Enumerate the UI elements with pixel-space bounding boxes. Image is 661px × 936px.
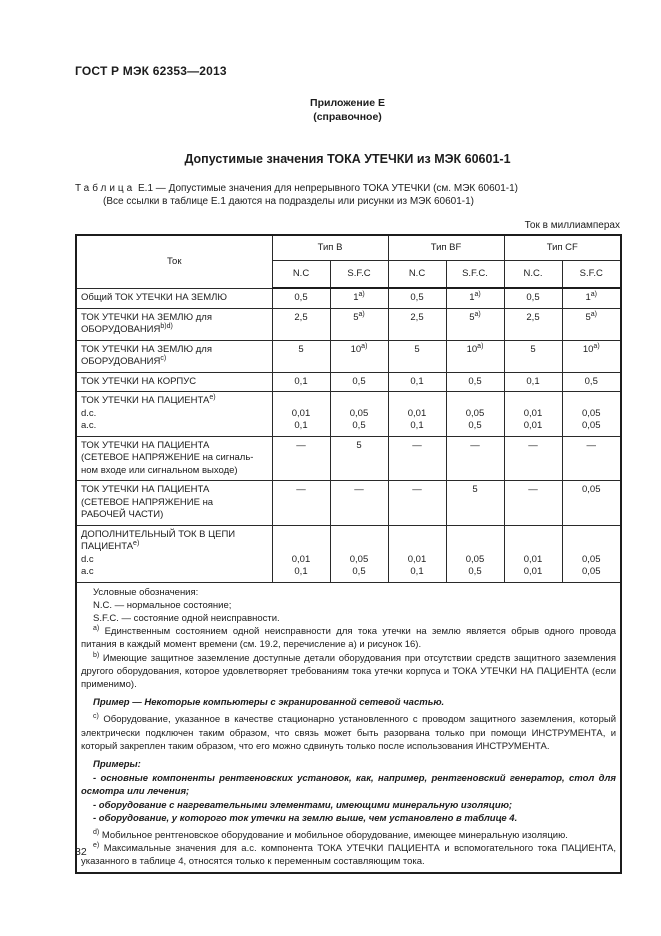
cell: 0,01 0,1 (388, 392, 446, 437)
table-row (76, 392, 621, 437)
leakage-current-table (75, 234, 622, 874)
cell: 0,1 (272, 372, 330, 392)
cell: 0,5 (388, 288, 446, 308)
cell: 0,01 0,01 (504, 392, 562, 437)
cell: — (504, 481, 562, 526)
table-caption-text: Е.1 — Допустимые значения для непрерывного ТОКА УТЕЧКИ (см. МЭК 60601-1) (138, 183, 519, 194)
column-header-type-bf: Тип BF (388, 235, 504, 261)
cell: 10$^{a)}$ (446, 340, 504, 372)
legend-item: N.C. — нормальное состояние; (93, 599, 232, 611)
cell: 2,5 (504, 308, 562, 340)
cell: 0,05 0,5 (330, 392, 388, 437)
table-row (76, 436, 621, 481)
cell: 0,1 (504, 372, 562, 392)
annex-label: Приложение Е (310, 97, 385, 109)
column-header-nc: N.C (388, 261, 446, 289)
cell: 10$^{a)}$ (562, 340, 621, 372)
cell: 0,5 (504, 288, 562, 308)
cell: 0,05 0,05 (562, 525, 621, 582)
legend-item: S.F.C. — состояние одной неисправности. (93, 612, 280, 624)
footnote-example-item: - основные компоненты рентгеновских установок, как, например, рентгеновский генератор, стол для осмотра или лечения; (81, 773, 617, 798)
table-caption-word: Таблица (75, 183, 136, 194)
table-row (76, 288, 621, 308)
cell: 1$^{a)}$ (562, 288, 621, 308)
footnote-a: $^{a)}$ Единственным состоянием одной неисправности для тока утечки на землю является обрыв одного провода питания в каждый момент времени (см. 19.2, перечисление а) и рисунок 16). (81, 624, 617, 651)
cell: — (388, 481, 446, 526)
table-row (76, 340, 621, 372)
table-row (76, 308, 621, 340)
column-header-nc: N.C (272, 261, 330, 289)
cell: 0,01 0,1 (388, 525, 446, 582)
table-header-groups (76, 235, 621, 261)
cell: 2,5 (388, 308, 446, 340)
column-header-sfc: S.F.C (562, 261, 621, 289)
row-label: ДОПОЛНИТЕЛЬНЫЙ ТОК В ЦЕПИ ПАЦИЕНТА$^{e)}$ d.c a.c (76, 525, 272, 582)
cell: 10$^{a)}$ (330, 340, 388, 372)
cell: — (330, 481, 388, 526)
cell: 5$^{a)}$ (562, 308, 621, 340)
row-label: ТОК УТЕЧКИ НА ПАЦИЕНТА$^{e)}$ d.c. a.c. (76, 392, 272, 437)
cell: 5 (388, 340, 446, 372)
column-header-sfc: S.F.C. (446, 261, 504, 289)
cell: 5$^{a)}$ (330, 308, 388, 340)
page-number: 32 (75, 846, 87, 858)
table-footnotes (76, 582, 621, 873)
cell: 5 (504, 340, 562, 372)
table-caption-note: (Все ссылки в таблице Е.1 даются на подразделы или рисунки из МЭК 60601-1) (103, 196, 474, 207)
page-title: Допустимые значения ТОКА УТЕЧКИ из МЭК 60601-1 (184, 152, 511, 166)
annex-kind: (справочное) (313, 111, 382, 123)
cell: 1$^{a)}$ (330, 288, 388, 308)
column-header-sfc: S.F.C (330, 261, 388, 289)
cell: 0,05 (562, 481, 621, 526)
footnote-d: $^{d)}$ Мобильное рентгеновское оборудование и мобильное оборудование, имеющее минеральную изоляцию. (93, 828, 568, 841)
cell: 0,05 0,5 (446, 525, 504, 582)
cell: 0,01 0,01 (504, 525, 562, 582)
footnote-e: $^{e)}$ Максимальные значения для a.c. компонента ТОКА УТЕЧКИ ПАЦИЕНТА и вспомогательного тока ПАЦИЕНТА, указанного в таблице 4, относятся только к переменным составляющим тока. (81, 842, 617, 868)
cell: 5 (272, 340, 330, 372)
cell: — (272, 481, 330, 526)
cell: 1$^{a)}$ (446, 288, 504, 308)
cell: 0,05 0,05 (562, 392, 621, 437)
column-header-type-cf: Тип CF (504, 235, 621, 261)
column-header-nc: N.C. (504, 261, 562, 289)
footnote-c: $^{c)}$ Оборудование, указанное в качестве стационарно установленного с проводом защитного заземления, который электрически подключен таким образом, что связь может быть разорвана только при помощи ИНСТРУМЕНТА, и который закреплен таким образом, что его можно сдвинуть только после использования ИНСТРУМЕНТА. (81, 713, 617, 752)
row-label: Общий ТОК УТЕЧКИ НА ЗЕМЛЮ (76, 288, 272, 308)
page-content (75, 64, 620, 874)
footnote-example-item: - оборудование с нагревательными элементами, имеющими минеральную изоляцию; (93, 799, 513, 811)
table-row (76, 481, 621, 526)
row-label: ТОК УТЕЧКИ НА КОРПУС (76, 372, 272, 392)
row-label: ТОК УТЕЧКИ НА ПАЦИЕНТА (СЕТЕВОЕ НАПРЯЖЕНИЕ на РАБОЧЕЙ ЧАСТИ) (76, 481, 272, 526)
cell: — (562, 436, 621, 481)
table-footnotes-row (76, 582, 621, 873)
cell: 2,5 (272, 308, 330, 340)
footnote-example: Пример — Некоторые компьютеры с экранированной сетевой частью. (93, 697, 445, 709)
cell: — (272, 436, 330, 481)
cell: — (504, 436, 562, 481)
column-header-current: Ток (76, 235, 272, 288)
cell: 0,1 (388, 372, 446, 392)
legend-title: Условные обозначения: (93, 586, 199, 598)
cell: — (388, 436, 446, 481)
cell: 0,05 0,5 (330, 525, 388, 582)
cell: 0,5 (272, 288, 330, 308)
cell: 0,01 0,1 (272, 525, 330, 582)
cell: 0,05 0,5 (446, 392, 504, 437)
row-label: ТОК УТЕЧКИ НА ЗЕМЛЮ для ОБОРУДОВАНИЯ$^{c)}$ (76, 340, 272, 372)
table-caption (75, 183, 620, 194)
cell: — (446, 436, 504, 481)
row-label: ТОК УТЕЧКИ НА ЗЕМЛЮ для $ОБОРУДОВАНИЯ^{b)d)}$ (76, 308, 272, 340)
cell: 0,01 0,1 (272, 392, 330, 437)
footnote-b: $^{b)}$ Имеющие защитное заземление доступные детали оборудования при отсутствии средств защитного заземления другого оборудования, которое удовлетворяет требованиям тока утечки корпуса и ТОКА УТЕЧКИ НА ПАЦИЕНТА (если применимо). (81, 651, 617, 690)
cell: 0,5 (446, 372, 504, 392)
cell: 5 (330, 436, 388, 481)
cell: 0,5 (330, 372, 388, 392)
row-label: ТОК УТЕЧКИ НА ПАЦИЕНТА (СЕТЕВОЕ НАПРЯЖЕНИЕ на сигналь- ном входе или сигнальном выходе) (76, 436, 272, 481)
footnote-example-item: - оборудование, у которого ток утечки на землю выше, чем установлено в таблице 4. (93, 812, 518, 824)
doc-number: ГОСТ Р МЭК 62353—2013 (75, 64, 227, 78)
unit-note: Ток в миллиамперах (524, 220, 620, 231)
cell: 0,5 (562, 372, 621, 392)
footnote-examples-title: Примеры: (93, 758, 141, 770)
table-row (76, 525, 621, 582)
table-row (76, 372, 621, 392)
cell: 5$^{a)}$ (446, 308, 504, 340)
column-header-type-b: Тип B (272, 235, 388, 261)
cell: 5 (446, 481, 504, 526)
